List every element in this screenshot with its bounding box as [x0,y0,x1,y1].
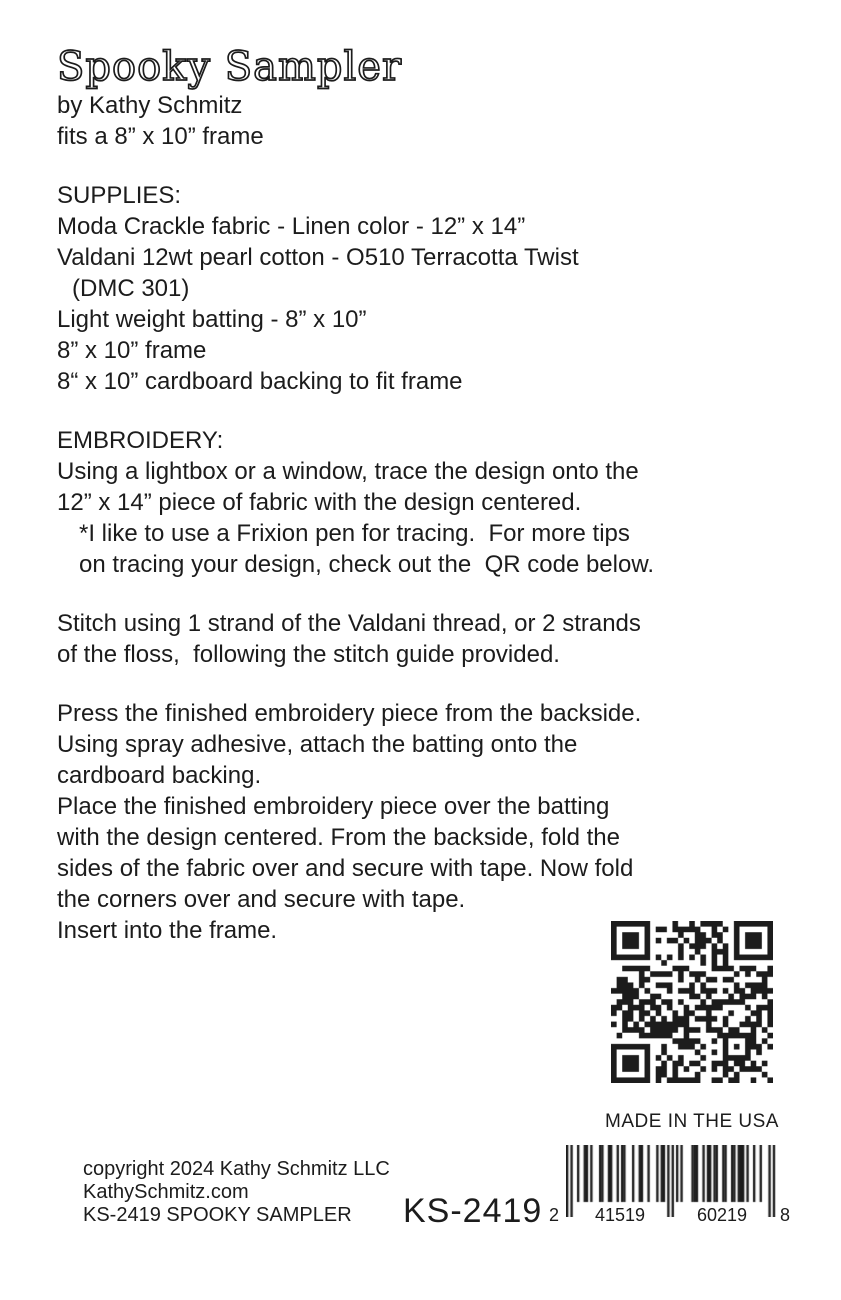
sku-line: KS-2419 SPOOKY SAMPLER [83,1204,352,1226]
embroidery-tip: on tracing your design, check out the QR code below. [79,551,655,578]
barcode-group2-digits: 60219 [678,1205,766,1225]
supplies-item: Light weight batting - 8” x 10” [57,306,367,333]
supplies-item-continued: (DMC 301) [72,275,190,302]
page-title: Spooky Sampler [57,44,403,90]
qr-code [611,921,773,1083]
stitching-section [57,608,797,670]
copyright-line: copyright 2024 Kathy Schmitz LLC [83,1158,390,1180]
instructions-column [57,44,797,946]
stitching-text: Stitch using 1 strand of the Valdani thread, or 2 strands [57,610,641,637]
barcode-group1-digits: 41519 [576,1205,664,1225]
item-number: KS-2419 [403,1192,543,1230]
supplies-item: Moda Crackle fabric - Linen color - 12” x 14” [57,213,526,240]
supplies-heading: SUPPLIES: [57,182,182,209]
finishing-text: Insert into the frame. [57,917,278,944]
supplies-item: 8” x 10” frame [57,337,207,364]
finishing-text: Using spray adhesive, attach the batting onto the [57,731,578,758]
made-in-usa-label: MADE IN THE USA [605,1111,779,1132]
finishing-text: the corners over and secure with tape. [57,886,466,913]
embroidery-text: 12” x 14” piece of fabric with the design centered. [57,489,582,516]
supplies-item: 8“ x 10” cardboard backing to fit frame [57,368,463,395]
embroidery-section [57,425,797,580]
supplies-section [57,180,797,397]
embroidery-heading: EMBROIDERY: [57,427,224,454]
finishing-text: Place the finished embroidery piece over the batting [57,793,610,820]
embroidery-text: Using a lightbox or a window, trace the design onto the [57,458,639,485]
copyright-block [83,1158,390,1227]
finishing-text: Press the finished embroidery piece from the backside. [57,700,642,727]
supplies-item: Valdani 12wt pearl cotton - O510 Terracotta Twist [57,244,579,271]
finishing-text: sides of the fabric over and secure with tape. Now fold [57,855,634,882]
byline: by Kathy Schmitz [57,92,243,119]
upc-barcode [549,1145,791,1237]
website-link: KathySchmitz.com [83,1181,249,1203]
embroidery-tip: *I like to use a Frixion pen for tracing. For more tips [79,520,630,547]
stitching-text: of the floss, following the stitch guide provided. [57,641,560,668]
barcode-system-digit: 2 [549,1205,560,1225]
finishing-text: with the design centered. From the backside, fold the [57,824,620,851]
finishing-section [57,698,797,946]
frame-size-note: fits a 8” x 10” frame [57,123,264,150]
barcode-check-digit: 8 [780,1205,791,1225]
finishing-text: cardboard backing. [57,762,262,789]
header [57,44,797,152]
